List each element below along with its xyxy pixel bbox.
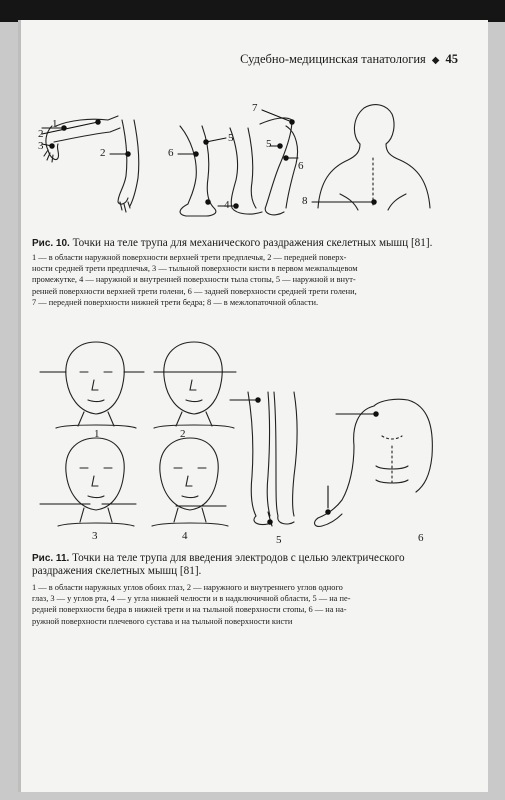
fig11-caption-title: [32, 552, 462, 578]
fig10-caption-body: [32, 252, 462, 308]
fig10-caption-number: Рис. 10.: [32, 238, 70, 249]
fig10-label-8: 8: [302, 195, 308, 207]
fig11-label-3: 3: [92, 530, 98, 542]
fig10-label-4: 4: [224, 199, 230, 211]
fig10-caption-line: 1 — в области наружной поверхности верхней трети предплечья, 2 — передней поверх-: [32, 253, 347, 262]
top-dark-border: [0, 0, 505, 22]
fig10-label-3: 3: [38, 140, 44, 152]
fig10-label-6b: 6: [298, 160, 304, 172]
running-header: [160, 52, 458, 67]
fig11-caption-number: Рис. 11.: [32, 553, 70, 564]
fig10-label-2: 2: [38, 128, 44, 140]
fig11-caption-line: редней поверхности бедра в нижней трети и на тыльной поверхности стопы, 6 — на на-: [32, 605, 347, 615]
fig10-caption-line: 7 — передней поверхности нижней трети бедра; 8 — в межлопаточной области.: [32, 297, 319, 307]
fig10-label-1: 1: [52, 118, 58, 130]
page-number: 45: [445, 52, 458, 66]
fig10-caption-title: [32, 237, 462, 250]
fig11-caption-line: ружной поверхности плечевого сустава и на тыльной поверхности кисти: [32, 616, 293, 626]
fig11-caption-title-line: раздражения скелетных мышц [81].: [32, 565, 202, 577]
fig11-head-3-drawing: [58, 438, 134, 526]
page-edge-shadow: [18, 20, 21, 792]
figure-11-illustration: [36, 336, 456, 546]
fig11-caption-line: 1 — в области наружных углов обоих глаз, 2 — наружного и внутреннего углов одного: [32, 583, 343, 592]
fig10-caption-line: ности средней трети предплечья, 3 — тыльной поверхности кисти в первом межпальцевом: [32, 264, 358, 274]
fig11-caption-body: [32, 582, 462, 627]
fig10-caption-line: промежутке, 4 — наружной и внутренней поверхности тыла стопы, 5 — наружной и внут-: [32, 275, 356, 285]
header-title: Судебно-медицинская танатология: [240, 52, 426, 66]
fig11-caption-line: глаз, 3 — у углов рта, 4 — у угла нижней челюсти и в надключичной области, 5 — на пе-: [32, 594, 351, 604]
figure-10-illustration: [30, 98, 460, 228]
fig11-torso-arm-drawing: [315, 399, 433, 526]
fig11-head-4-drawing: [152, 438, 228, 526]
fig10-caption-title-text: Точки на теле трупа для механического раздражения скелетных мышц [81].: [72, 237, 433, 249]
fig10-back-drawing: [318, 105, 430, 210]
fig10-label-5b: 5: [266, 138, 272, 150]
fig10-hanging-arm-drawing: [118, 120, 139, 212]
fig11-legs-drawing: [248, 392, 297, 525]
fig11-marker-points: [40, 372, 378, 526]
fig10-bent-leg-drawing: [260, 118, 298, 215]
fig11-label-4: 4: [182, 530, 188, 542]
fig11-label-6: 6: [418, 532, 424, 544]
fig11-label-2: 2: [180, 428, 186, 440]
fig11-label-1: 1: [94, 428, 100, 440]
fig11-caption-title-line: Точки на теле трупа для введения электродов с целью электрического: [72, 552, 405, 564]
fig10-label-6: 6: [168, 147, 174, 159]
fig10-label-2b: 2: [100, 147, 106, 159]
diamond-icon: ◆: [431, 55, 440, 66]
fig11-head-1-drawing: [56, 342, 136, 428]
fig10-label-5: 5: [228, 132, 234, 144]
fig11-head-2-drawing: [154, 342, 234, 428]
fig10-caption-line: ренней поверхности верхней трети голени, 6 — задней поверхности средней трети голени,: [32, 286, 357, 296]
fig11-label-5: 5: [276, 534, 282, 546]
fig10-label-7: 7: [252, 102, 258, 114]
